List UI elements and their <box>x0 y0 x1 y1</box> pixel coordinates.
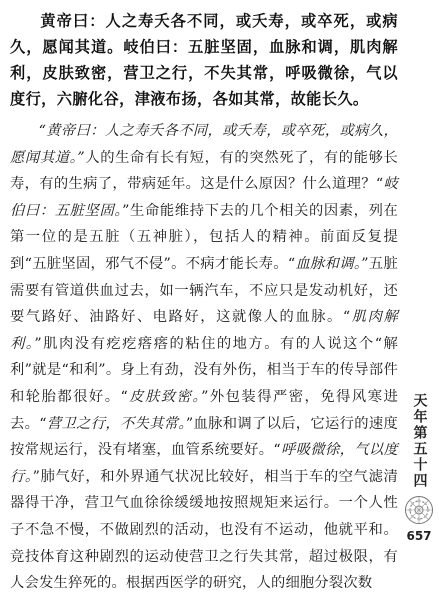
quote-span: 皮肤致密。 <box>128 388 202 405</box>
main-text-column <box>10 8 398 597</box>
floral-medallion-icon <box>404 495 434 525</box>
text-span: ”五脏需要有管道供血过去，如一辆汽车，不应只是发动机好，还要气路好、油路好、电路好，这就像人的血脉。“ <box>10 255 398 326</box>
quote-span: “黄帝曰：人之寿夭各不同，或夭寿，或卒死，或病久，愿闻其道。” <box>10 123 398 166</box>
text-span: 人的生命有长有短，有的突然死了，有的能够长寿，有的生病了，带病延年。这是什么原因？什么道理？“ <box>10 149 398 193</box>
quote-span: 血脉和调。 <box>295 255 362 272</box>
commentary-paragraph <box>10 118 398 597</box>
quote-span: 呼吸微徐，气以度行。 <box>10 442 398 485</box>
text-span: ”生命能维持下去的几个相关的因素，列在第一位的是五脏（五神脏），包括人的精神。前面反复提到“五脏坚固，邪气不侵”。不病才能长寿。“ <box>10 202 398 272</box>
text-span: ”肺气好，和外界通气状况比较好，相当于车的空气滤清器得干净，营卫气血徐徐缓缓地按照规矩来运行。一个人性子不急不慢，不做剧烈的活动，也没有不运动，他就平和。竞技体育这种剧烈的运动使营卫之行失其常，超过极限，有人会发生猝死的。根据西医学的研究，人的细胞分裂次数 <box>10 468 398 592</box>
running-side-header <box>403 393 435 543</box>
quote-span: 岐伯曰：五脏坚固。 <box>10 176 398 219</box>
text-span: ”肌肉没有疙疙瘩瘩的粘住的地方。有的人说这个“解利”就是“和利”。身上有劲，没有外伤，相当于车的传导部件和轮胎都很好。“ <box>10 335 398 405</box>
text-span: ”血脉和调了以后，它运行的速度按常规运行，没有堵塞，血管系统要好。“ <box>10 415 398 459</box>
quote-span: 肌肉解利。 <box>10 309 398 352</box>
quote-span: 营卫之行，不失其常。 <box>46 415 186 432</box>
page-number: 657 <box>406 529 432 543</box>
chapter-title-vertical: 天年第五十四 <box>411 393 428 489</box>
text-span: ”外包装得严密，免得风寒进去。“ <box>10 388 398 432</box>
classic-quote-paragraph: 黄帝曰：人之寿夭各不同，或夭寿，或卒死，或病久，愿闻其道。岐伯曰：五脏坚固，血脉和调，肌肉解利，皮肤致密，营卫之行，不失其常，呼吸微徐，气以度行，六腑化谷，津液布扬，各如其常，故能长久。 <box>10 12 398 108</box>
